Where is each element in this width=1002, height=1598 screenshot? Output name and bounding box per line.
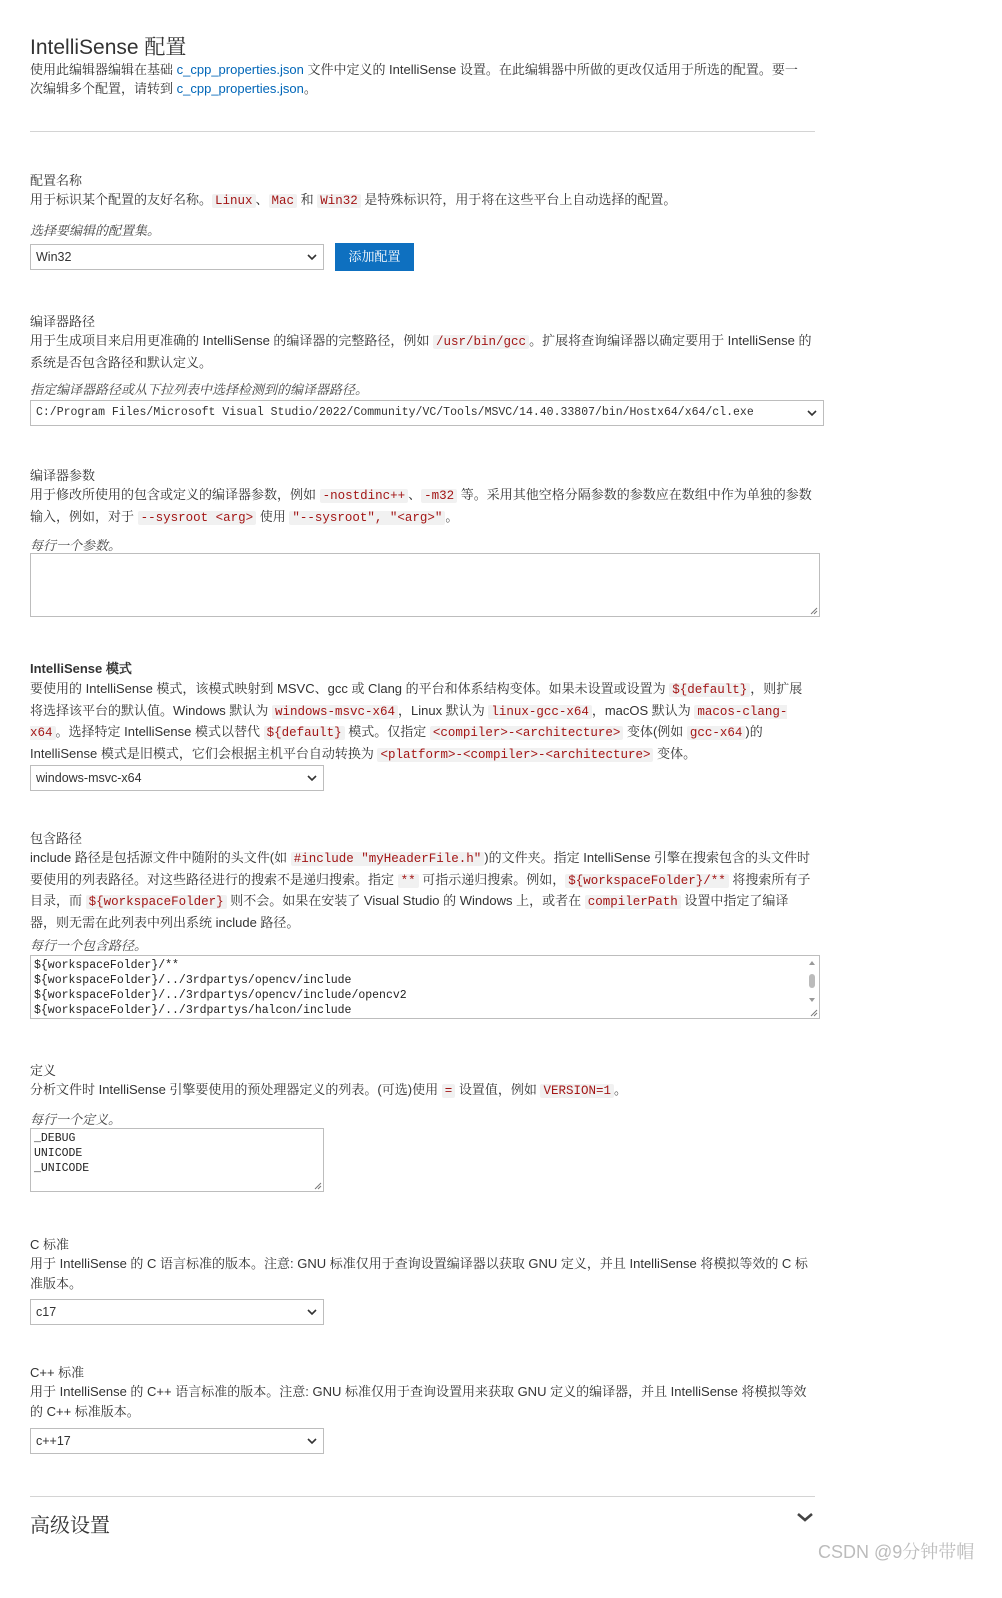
defines-description: 分析文件时 IntelliSense 引擎要使用的预处理器定义的列表。(可选)使用 = 设置值，例如 VERSION=1 。 <box>30 1082 627 1098</box>
chevron-down-icon <box>307 1300 317 1324</box>
cpp-standard-description: 用于 IntelliSense 的 C++ 语言标准的版本。注意: GNU 标准仅用于查询设置用来获取 GNU 定义的编译器，并且 IntelliSense 将模拟等效的 C++ 标准版本。 <box>30 1384 807 1419</box>
cpp-standard-select[interactable] <box>30 1428 324 1454</box>
c-cpp-properties-link-1[interactable]: c_cpp_properties.json <box>176 62 304 77</box>
compiler-args-hint: 每行一个参数。 <box>30 538 122 553</box>
chevron-down-icon <box>807 401 817 425</box>
include-path-line: ${workspaceFolder}/../3rdpartys/halcon/include <box>34 1004 352 1017</box>
include-path-description: include 路径是包括源文件中随附的头文件(如 #include "myHeaderFile.h" )的文件夹。指定 IntelliSense 引擎在搜索包含的头文件时要使用的列表路径。对这些路径进行的搜索不是递归搜索。指定 ** 可指示递归搜索。例如， ${workspaceFolder}/** 将搜索所有子目录，而 ${workspaceFolder} 则不会。如果在安装了 Visual Studio 的 Windows 上，或者在 compilerPath 设置中指定了编译器，则无需在此列表中列出系统 include 路径。 <box>30 850 811 930</box>
define-line: _UNICODE <box>34 1162 90 1175</box>
include-path-title: 包含路径 <box>30 831 83 846</box>
c-standard-title: C 标准 <box>30 1237 70 1252</box>
config-name-description: 用于标识某个配置的友好名称。 Linux 、 Mac 和 Win32 是特殊标识符，用于将在这些平台上自动选择的配置。 <box>30 192 677 208</box>
c-cpp-properties-link-2[interactable]: c_cpp_properties.json <box>176 81 304 96</box>
resize-grip-icon[interactable] <box>810 607 818 615</box>
defines-title: 定义 <box>30 1063 57 1078</box>
define-line: _DEBUG <box>34 1132 76 1145</box>
chevron-down-icon[interactable] <box>796 1511 814 1523</box>
c-standard-description: 用于 IntelliSense 的 C 语言标准的版本。注意: GNU 标准仅用于查询设置编译器以获取 GNU 定义，并且 IntelliSense 将模拟等效的 C 标准版本。 <box>30 1256 808 1291</box>
config-name-title: 配置名称 <box>30 173 83 188</box>
cpp-standard-value: c++17 <box>36 1434 71 1448</box>
compiler-args-title: 编译器参数 <box>30 468 96 483</box>
compiler-path-description: 用于生成项目来启用更准确的 IntelliSense 的编译器的完整路径，例如 /usr/bin/gcc 。扩展将查询编译器以确定要用于 IntelliSense 的系统是否包含路径和默认定义。 <box>30 333 812 370</box>
config-name-select[interactable] <box>30 244 324 270</box>
config-name-hint: 选择要编辑的配置集。 <box>30 223 161 238</box>
cpp-standard-title: C++ 标准 <box>30 1365 85 1380</box>
compiler-path-title: 编译器路径 <box>30 314 96 329</box>
config-name-value: Win32 <box>36 250 72 264</box>
include-path-textarea[interactable] <box>30 955 820 1019</box>
include-path-line: ${workspaceFolder}/../3rdpartys/opencv/include/opencv2 <box>34 989 407 1002</box>
compiler-path-hint: 指定编译器路径或从下拉列表中选择检测到的编译器路径。 <box>30 382 369 397</box>
include-path-hint: 每行一个包含路径。 <box>30 938 148 953</box>
intellisense-mode-description: 要使用的 IntelliSense 模式，该模式映射到 MSVC、gcc 或 Clang 的平台和体系结构变体。如果未设置或设置为 ${default} ，则扩展将选择该平台的默认值。Windows 默认为 windows-msvc-x64 ，Linux 默认为 linux-gcc-x64 ，macOS 默认为 macos-clang-x64 。选择特定 IntelliSense 模式以替代 ${default} 模式。仅指定 <compiler>-<architecture> 变体(例如 gcc-x64 )的 IntelliSense 模式是旧模式，它们会根据主机平台自动转换为 <platform>-<compiler>-<architecture> 变体。 <box>30 681 803 762</box>
compiler-args-textarea[interactable] <box>30 553 820 617</box>
page-title: IntelliSense 配置 <box>30 36 187 59</box>
page-intro: 使用此编辑器编辑在基础 c_cpp_properties.json 文件中定义的 IntelliSense 设置。在此编辑器中所做的更改仅适用于所选的配置。要一次编辑多个配置，请转到 c_cpp_properties.json。 <box>30 62 798 96</box>
advanced-divider <box>30 1496 815 1497</box>
chevron-down-icon <box>307 1429 317 1453</box>
include-path-line: ${workspaceFolder}/** <box>34 959 179 972</box>
compiler-path-value: C:/Program Files/Microsoft Visual Studio/2022/Community/VC/Tools/MSVC/14.40.33807/bin/Hostx64/x64/cl.exe <box>36 406 754 419</box>
c-standard-value: c17 <box>36 1305 57 1319</box>
defines-hint: 每行一个定义。 <box>30 1112 122 1127</box>
compiler-path-select[interactable] <box>30 400 824 426</box>
c-standard-select[interactable] <box>30 1299 324 1325</box>
add-configuration-button[interactable]: 添加配置 <box>335 243 414 271</box>
defines-textarea[interactable] <box>30 1128 324 1192</box>
chevron-down-icon <box>307 245 317 269</box>
header-divider <box>30 131 815 132</box>
watermark: CSDN @9分钟带帽 <box>818 1542 975 1562</box>
define-line: UNICODE <box>34 1147 83 1160</box>
compiler-args-description: 用于修改所使用的包含或定义的编译器参数，例如 -nostdinc++ 、 -m32 等。采用其他空格分隔参数的参数应在数组中作为单独的参数输入，例如，对于 --sysroot <arg> 使用 "--sysroot", "<arg>" 。 <box>30 487 812 525</box>
include-path-scrollbar[interactable] <box>807 958 817 1016</box>
intellisense-mode-select[interactable] <box>30 765 324 791</box>
resize-grip-icon[interactable] <box>314 1182 322 1190</box>
resize-grip-icon[interactable] <box>810 1009 818 1017</box>
intellisense-mode-title: IntelliSense 模式 <box>30 661 132 676</box>
advanced-settings-title[interactable]: 高级设置 <box>30 1515 110 1537</box>
include-path-line: ${workspaceFolder}/../3rdpartys/opencv/include <box>34 974 352 987</box>
intellisense-mode-value: windows-msvc-x64 <box>36 771 142 785</box>
chevron-down-icon <box>307 766 317 790</box>
